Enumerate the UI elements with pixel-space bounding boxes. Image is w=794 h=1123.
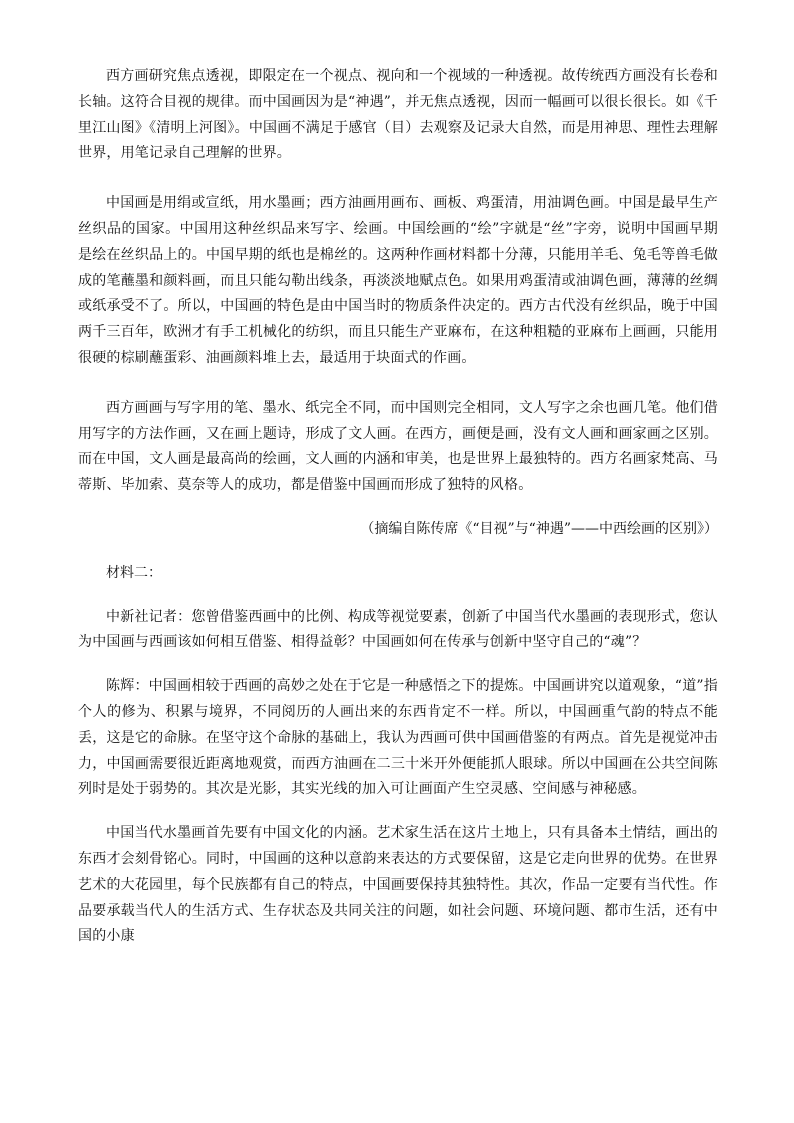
paragraph-spacer [78, 587, 718, 605]
source-citation: （摘编自陈传席《“目视”与“神遇”——中西绘画的区别》） [360, 520, 718, 537]
paragraph-literati-painting: 西方画画与写字用的笔、墨水、纸完全不同，而中国则完全相同，文人写字之余也画几笔。他们借用写字的方法作画，又在画上题诗，形成了文人画。在西方，画便是画，没有文人画和画家画之区别。而在中国，文人画是最高尚的绘画，文人画的内涵和审美，也是世界上最独特的。西方名画家梵高、马蒂斯、毕加索、莫奈等人的成功，都是借鉴中国画而形成了独特的风格。 [78, 399, 718, 494]
paragraph-spacer [78, 656, 718, 674]
paragraph-spacer [78, 803, 718, 821]
interview-answer-1: 陈辉：中国画相较于西画的高妙之处在于它是一种感悟之下的提炼。中国画讲究以道观象，“道”指个人的修为、积累与境界，不同阅历的人画出来的东西肯定不一样。所以，中国画重气韵的特点不能丢，这是它的命脉。在坚守这个命脉的基础上，我认为西画可供中国画借鉴的有两点。首先是视觉冲击力，中国画需要很近距离地观赏，而西方油画在二三十米开外便能抓人眼球。所以中国画在公共空间陈列时是处于弱势的。其次是光影，其实光线的加入可让画面产生空灵感、空间感与神秘感。 [78, 678, 718, 798]
paragraph-spacer [78, 499, 718, 517]
paragraph-spacer [78, 543, 718, 561]
interview-question: 中新社记者：您曾借鉴西画中的比例、构成等视觉要素，创新了中国当代水墨画的表现形式，您认为中国画与西画该如何相互借鉴、相得益彰？中国画如何在传承与创新中坚守自己的“魂”？ [78, 608, 718, 651]
paragraph-spacer [78, 167, 718, 191]
interview-answer-2: 中国当代水墨画首先要有中国文化的内涵。艺术家生活在这片土地上，只有具备本土情结，画出的东西才会刻骨铭心。同时，中国画的这种以意韵来表达的方式要保留，这是它走向世界的优势。在世界艺术的大花园里，每个民族都有自己的特点，中国画要保持其独特性。其次，作品一定要有当代性。作品要承载当代人的生活方式、生存状态及共同关注的问题，如社会问题、环境问题、都市生活，还有中国的小康 [78, 825, 718, 945]
paragraph-spacer [78, 372, 718, 396]
material-two-label: 材料二： [106, 564, 162, 581]
paragraph-materials: 中国画是用绢或宣纸，用水墨画；西方油画用画布、画板、鸡蛋清，用油调色画。中国是最早生产丝织品的国家。中国用这种丝织品来写字、绘画。中国绘画的“绘”字就是“丝”字旁，说明中国画早期是绘在丝织品上的。中国早期的纸也是棉丝的。这两种作画材料都十分薄，只能用羊毛、兔毛等兽毛做成的笔蘸墨和颜料画，而且只能勾勒出线条，再淡淡地赋点色。如果用鸡蛋清或油调色画，薄薄的丝绸或纸承受不了。所以，中国画的特色是由中国当时的物质条件决定的。西方古代没有丝织品，晚于中国两千三百年，欧洲才有手工机械化的纺织，而且只能生产亚麻布，在这种粗糙的亚麻布上画画，只能用很硬的棕刷蘸蛋彩、油画颜料堆上去，最适用于块面式的作画。 [78, 195, 718, 366]
paragraph-focal-perspective: 西方画研究焦点透视，即限定在一个视点、视向和一个视域的一种透视。故传统西方画没有长卷和长轴。这符合目视的规律。而中国画因为是“神遇”，并无焦点透视，因而一幅画可以很长很长。如《千里江山图》《清明上河图》。中国画不满足于感官（目）去观察及记录大自然，而是用神思、理性去理解世界，用笔记录自己理解的世界。 [78, 68, 718, 162]
document-body [78, 64, 718, 950]
